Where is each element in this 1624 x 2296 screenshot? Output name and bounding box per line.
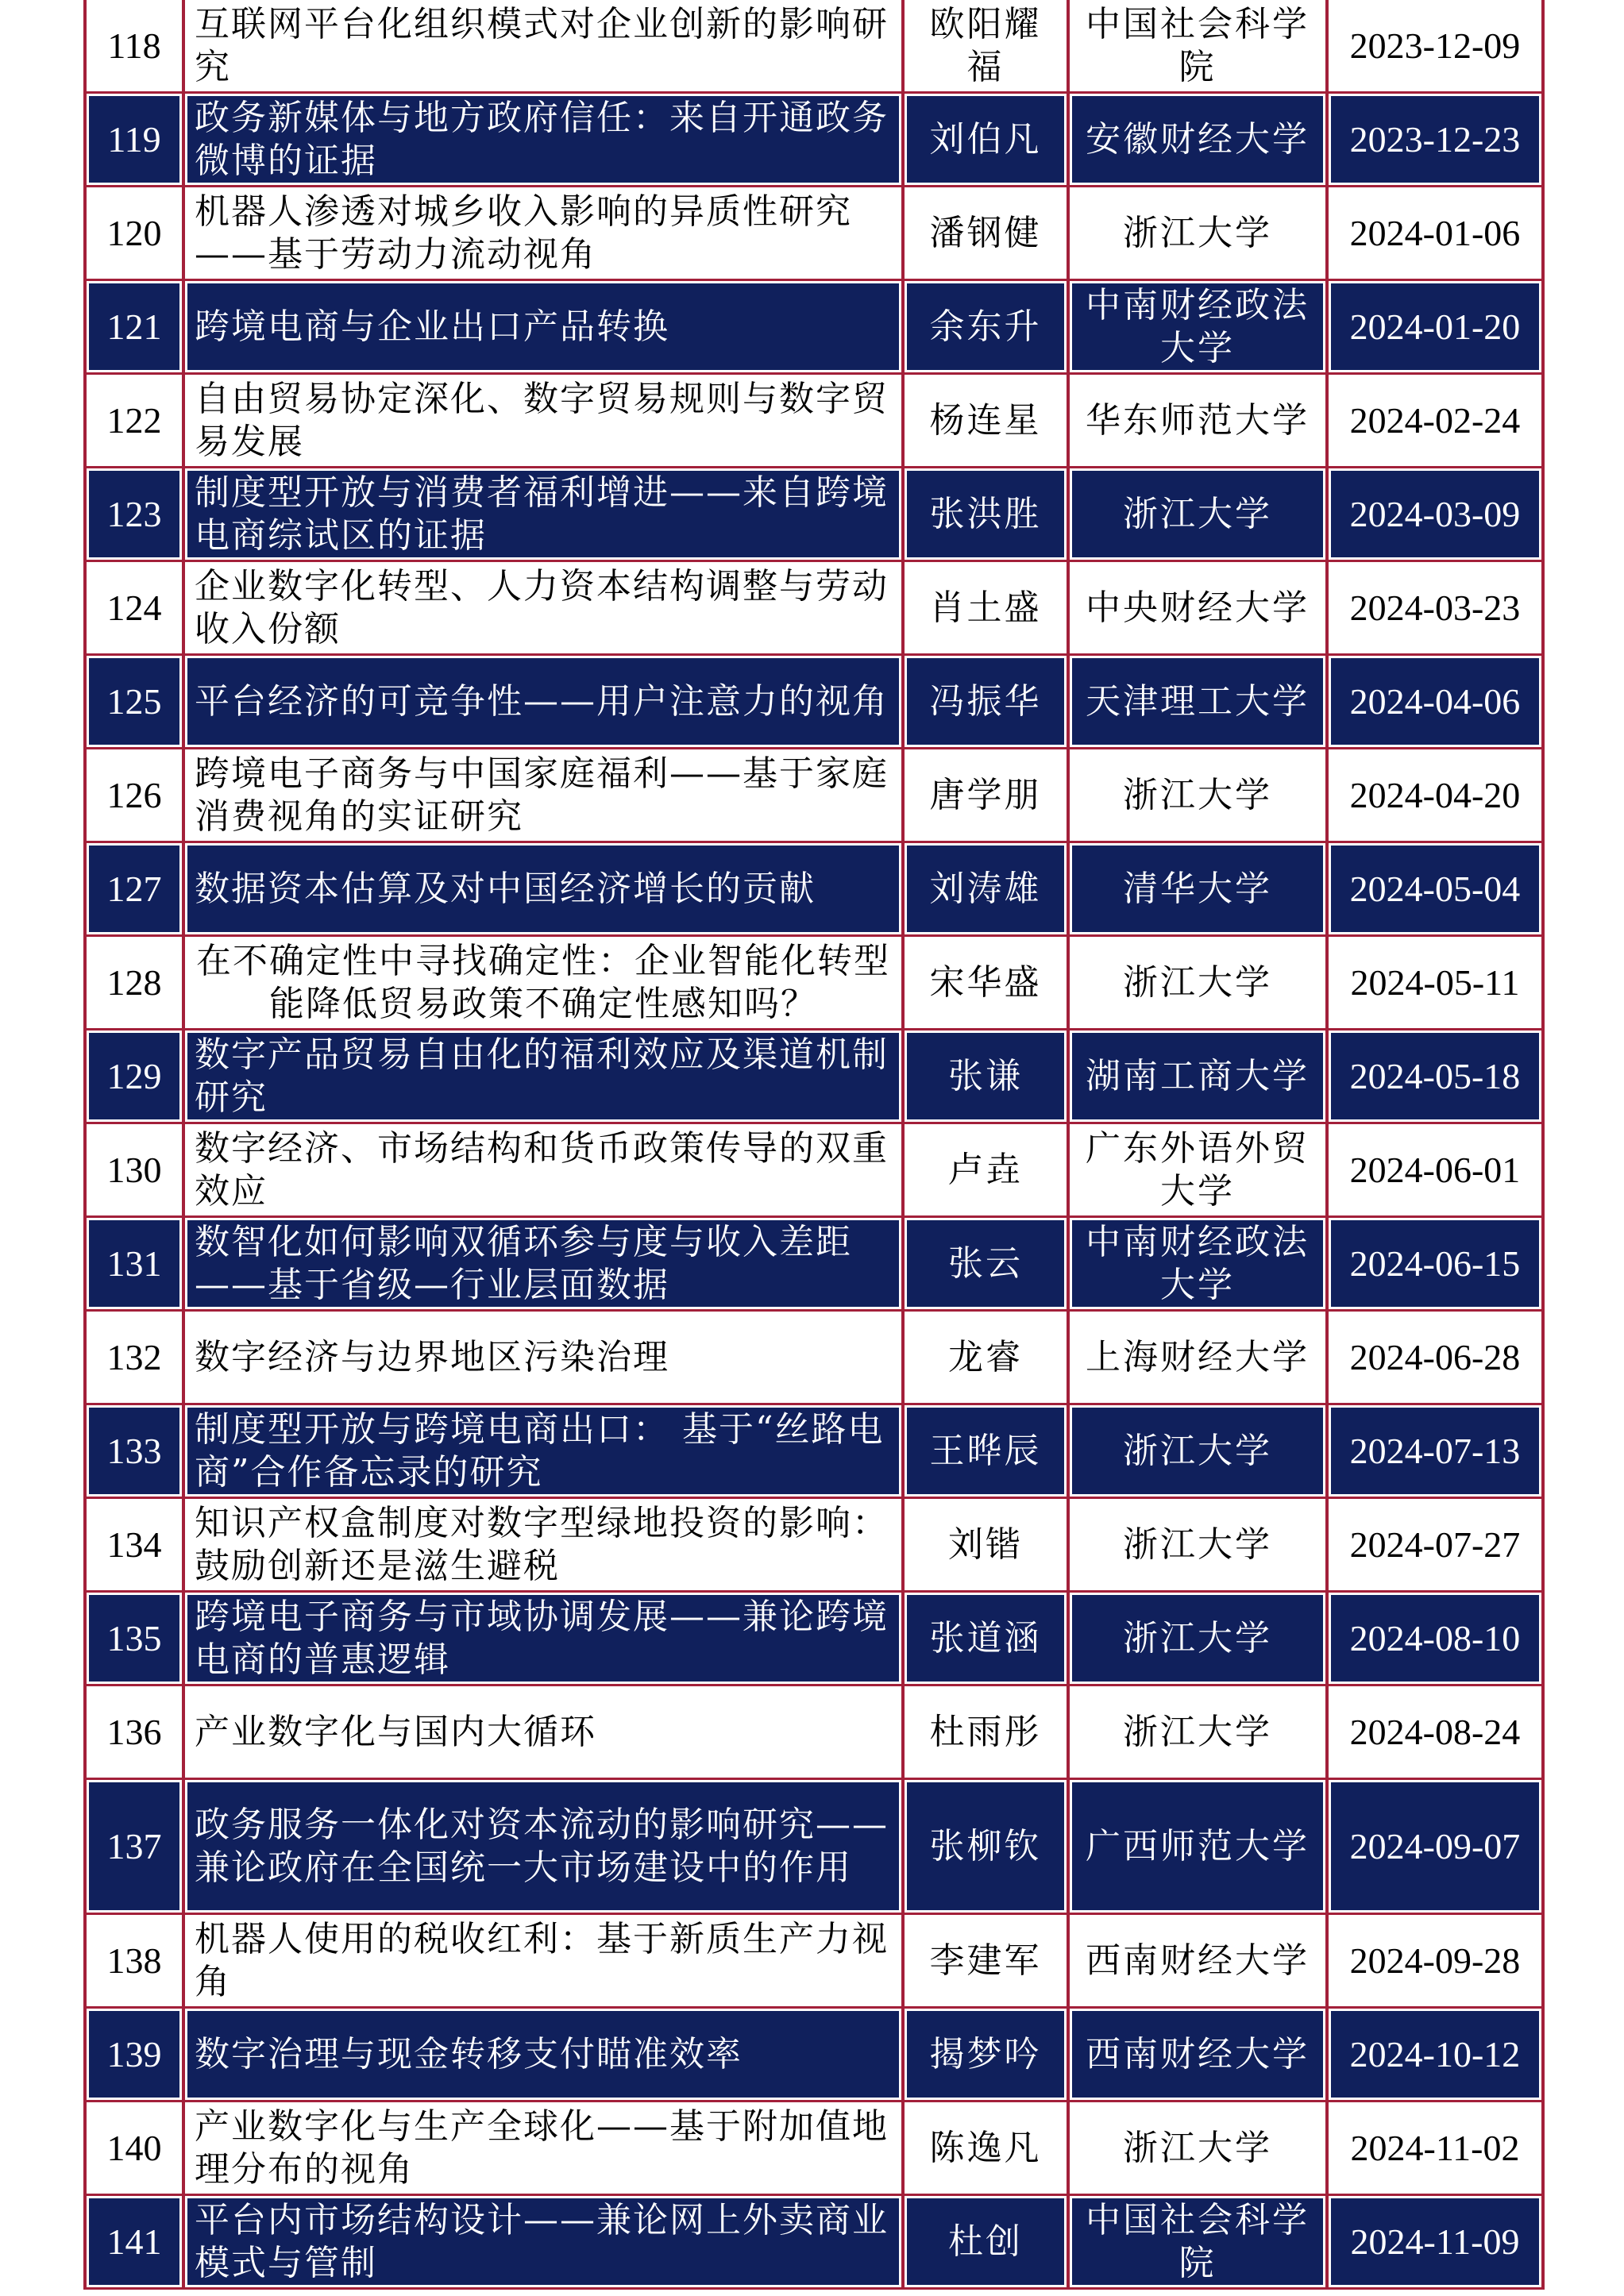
- institution: 中南财经政法大学: [1067, 281, 1325, 375]
- row-number: 138: [83, 1915, 182, 2009]
- speaker-name: 刘锴: [901, 1499, 1067, 1593]
- speaker-name: 杜创: [901, 2196, 1067, 2290]
- speaker-name: 潘钢健: [901, 187, 1067, 281]
- date: 2024-06-01: [1325, 1124, 1545, 1218]
- date: 2024-09-28: [1325, 1915, 1545, 2009]
- institution: 浙江大学: [1067, 1686, 1325, 1780]
- institution: 天津理工大学: [1067, 656, 1325, 749]
- date: 2024-03-23: [1325, 562, 1545, 656]
- row-number: 134: [83, 1499, 182, 1593]
- speaker-name: 宋华盛: [901, 937, 1067, 1031]
- row-number: 135: [83, 1593, 182, 1686]
- table-row: [83, 0, 1545, 94]
- date: 2024-05-04: [1325, 843, 1545, 937]
- table-row: [83, 2102, 1545, 2196]
- speaker-name: 张云: [901, 1218, 1067, 1312]
- paper-title: 企业数字化转型、人力资本结构调整与劳动收入份额: [182, 562, 901, 656]
- speaker-name: 张柳钦: [901, 1780, 1067, 1915]
- table-row: [83, 1031, 1545, 1124]
- row-number: 124: [83, 562, 182, 656]
- paper-title: 跨境电子商务与中国家庭福利——基于家庭消费视角的实证研究: [182, 749, 901, 843]
- row-number: 120: [83, 187, 182, 281]
- institution: 清华大学: [1067, 843, 1325, 937]
- row-number: 121: [83, 281, 182, 375]
- table-row: [83, 1218, 1545, 1312]
- speaker-name: 揭梦吟: [901, 2009, 1067, 2102]
- speaker-name: 陈逸凡: [901, 2102, 1067, 2196]
- date: 2024-10-12: [1325, 2009, 1545, 2102]
- table-row: [83, 656, 1545, 749]
- date: 2024-07-27: [1325, 1499, 1545, 1593]
- row-number: 133: [83, 1405, 182, 1499]
- speaker-name: 唐学朋: [901, 749, 1067, 843]
- institution: 广东外语外贸大学: [1067, 1124, 1325, 1218]
- speaker-name: 余东升: [901, 281, 1067, 375]
- paper-title: 数字产品贸易自由化的福利效应及渠道机制研究: [182, 1031, 901, 1124]
- paper-title: 机器人渗透对城乡收入影响的异质性研究——基于劳动力流动视角: [182, 187, 901, 281]
- row-number: 137: [83, 1780, 182, 1915]
- institution: 中央财经大学: [1067, 562, 1325, 656]
- institution: 华东师范大学: [1067, 375, 1325, 468]
- institution: 浙江大学: [1067, 937, 1325, 1031]
- date: 2024-05-11: [1325, 937, 1545, 1031]
- table-row: [83, 937, 1545, 1031]
- date: 2024-08-24: [1325, 1686, 1545, 1780]
- paper-title: 制度型开放与跨境电商出口： 基于“丝路电商”合作备忘录的研究: [182, 1405, 901, 1499]
- paper-title: 平台内市场结构设计——兼论网上外卖商业模式与管制: [182, 2196, 901, 2290]
- speaker-name: 杨连星: [901, 375, 1067, 468]
- paper-title: 平台经济的可竞争性——用户注意力的视角: [182, 656, 901, 749]
- table-row: [83, 2009, 1545, 2102]
- row-number: 130: [83, 1124, 182, 1218]
- table-row: [83, 843, 1545, 937]
- date: 2024-11-09: [1325, 2196, 1545, 2290]
- table-row: [83, 562, 1545, 656]
- table-row: [83, 187, 1545, 281]
- speaker-name: 李建军: [901, 1915, 1067, 2009]
- date: 2024-06-28: [1325, 1312, 1545, 1405]
- paper-title: 数字经济与边界地区污染治理: [182, 1312, 901, 1405]
- date: 2024-09-07: [1325, 1780, 1545, 1915]
- paper-title: 产业数字化与生产全球化——基于附加值地理分布的视角: [182, 2102, 901, 2196]
- date: 2023-12-23: [1325, 94, 1545, 187]
- institution: 浙江大学: [1067, 468, 1325, 562]
- paper-title: 跨境电商与企业出口产品转换: [182, 281, 901, 375]
- row-number: 118: [83, 0, 182, 94]
- speaker-name: 肖土盛: [901, 562, 1067, 656]
- paper-title: 数字治理与现金转移支付瞄准效率: [182, 2009, 901, 2102]
- row-number: 132: [83, 1312, 182, 1405]
- table-row: [83, 1312, 1545, 1405]
- institution: 中国社会科学院: [1067, 0, 1325, 94]
- row-number: 128: [83, 937, 182, 1031]
- institution: 湖南工商大学: [1067, 1031, 1325, 1124]
- institution: 浙江大学: [1067, 1405, 1325, 1499]
- row-number: 131: [83, 1218, 182, 1312]
- paper-title: 机器人使用的税收红利：基于新质生产力视角: [182, 1915, 901, 2009]
- paper-title: 知识产权盒制度对数字型绿地投资的影响：鼓励创新还是滋生避税: [182, 1499, 901, 1593]
- table-row: [83, 1124, 1545, 1218]
- speaker-name: 欧阳耀福: [901, 0, 1067, 94]
- table-row: [83, 1593, 1545, 1686]
- row-number: 140: [83, 2102, 182, 2196]
- table-row: [83, 1686, 1545, 1780]
- paper-title: 自由贸易协定深化、数字贸易规则与数字贸易发展: [182, 375, 901, 468]
- date: 2023-12-09: [1325, 0, 1545, 94]
- row-number: 136: [83, 1686, 182, 1780]
- date: 2024-03-09: [1325, 468, 1545, 562]
- table-row: [83, 375, 1545, 468]
- institution: 上海财经大学: [1067, 1312, 1325, 1405]
- table-row: [83, 1499, 1545, 1593]
- speaker-name: 张洪胜: [901, 468, 1067, 562]
- row-number: 119: [83, 94, 182, 187]
- speaker-name: 刘伯凡: [901, 94, 1067, 187]
- table-row: [83, 468, 1545, 562]
- date: 2024-01-06: [1325, 187, 1545, 281]
- institution: 浙江大学: [1067, 749, 1325, 843]
- institution: 浙江大学: [1067, 1593, 1325, 1686]
- date: 2024-04-06: [1325, 656, 1545, 749]
- row-number: 127: [83, 843, 182, 937]
- paper-title: 数据资本估算及对中国经济增长的贡献: [182, 843, 901, 937]
- row-number: 125: [83, 656, 182, 749]
- table-row: [83, 281, 1545, 375]
- date: 2024-08-10: [1325, 1593, 1545, 1686]
- institution: 安徽财经大学: [1067, 94, 1325, 187]
- paper-title: 跨境电子商务与市域协调发展——兼论跨境电商的普惠逻辑: [182, 1593, 901, 1686]
- institution: 中国社会科学院: [1067, 2196, 1325, 2290]
- row-number: 123: [83, 468, 182, 562]
- paper-title: 数智化如何影响双循环参与度与收入差距——基于省级—行业层面数据: [182, 1218, 901, 1312]
- paper-title: 产业数字化与国内大循环: [182, 1686, 901, 1780]
- row-number: 139: [83, 2009, 182, 2102]
- row-number: 141: [83, 2196, 182, 2290]
- table-row: [83, 1780, 1545, 1915]
- date: 2024-02-24: [1325, 375, 1545, 468]
- paper-title: 在不确定性中寻找确定性：企业智能化转型能降低贸易政策不确定性感知吗？: [182, 937, 901, 1031]
- speaker-name: 张道涵: [901, 1593, 1067, 1686]
- row-number: 129: [83, 1031, 182, 1124]
- row-number: 122: [83, 375, 182, 468]
- seminar-schedule-table: [83, 0, 1545, 2290]
- paper-title: 制度型开放与消费者福利增进——来自跨境电商综试区的证据: [182, 468, 901, 562]
- institution: 中南财经政法大学: [1067, 1218, 1325, 1312]
- institution: 浙江大学: [1067, 2102, 1325, 2196]
- speaker-name: 张谦: [901, 1031, 1067, 1124]
- date: 2024-06-15: [1325, 1218, 1545, 1312]
- date: 2024-11-02: [1325, 2102, 1545, 2196]
- row-number: 126: [83, 749, 182, 843]
- speaker-name: 卢垚: [901, 1124, 1067, 1218]
- institution: 广西师范大学: [1067, 1780, 1325, 1915]
- speaker-name: 冯振华: [901, 656, 1067, 749]
- institution: 西南财经大学: [1067, 2009, 1325, 2102]
- table-row: [83, 1405, 1545, 1499]
- speaker-name: 龙睿: [901, 1312, 1067, 1405]
- speaker-name: 杜雨彤: [901, 1686, 1067, 1780]
- table-row: [83, 1915, 1545, 2009]
- table-row: [83, 2196, 1545, 2290]
- speaker-name: 王晔辰: [901, 1405, 1067, 1499]
- speaker-name: 刘涛雄: [901, 843, 1067, 937]
- paper-title: 数字经济、市场结构和货币政策传导的双重效应: [182, 1124, 901, 1218]
- date: 2024-05-18: [1325, 1031, 1545, 1124]
- date: 2024-01-20: [1325, 281, 1545, 375]
- institution: 浙江大学: [1067, 1499, 1325, 1593]
- institution: 浙江大学: [1067, 187, 1325, 281]
- institution: 西南财经大学: [1067, 1915, 1325, 2009]
- date: 2024-04-20: [1325, 749, 1545, 843]
- table-row: [83, 94, 1545, 187]
- date: 2024-07-13: [1325, 1405, 1545, 1499]
- paper-title: 政务新媒体与地方政府信任：来自开通政务微博的证据: [182, 94, 901, 187]
- paper-title: 政务服务一体化对资本流动的影响研究——兼论政府在全国统一大市场建设中的作用: [182, 1780, 901, 1915]
- paper-title: 互联网平台化组织模式对企业创新的影响研究: [182, 0, 901, 94]
- table-row: [83, 749, 1545, 843]
